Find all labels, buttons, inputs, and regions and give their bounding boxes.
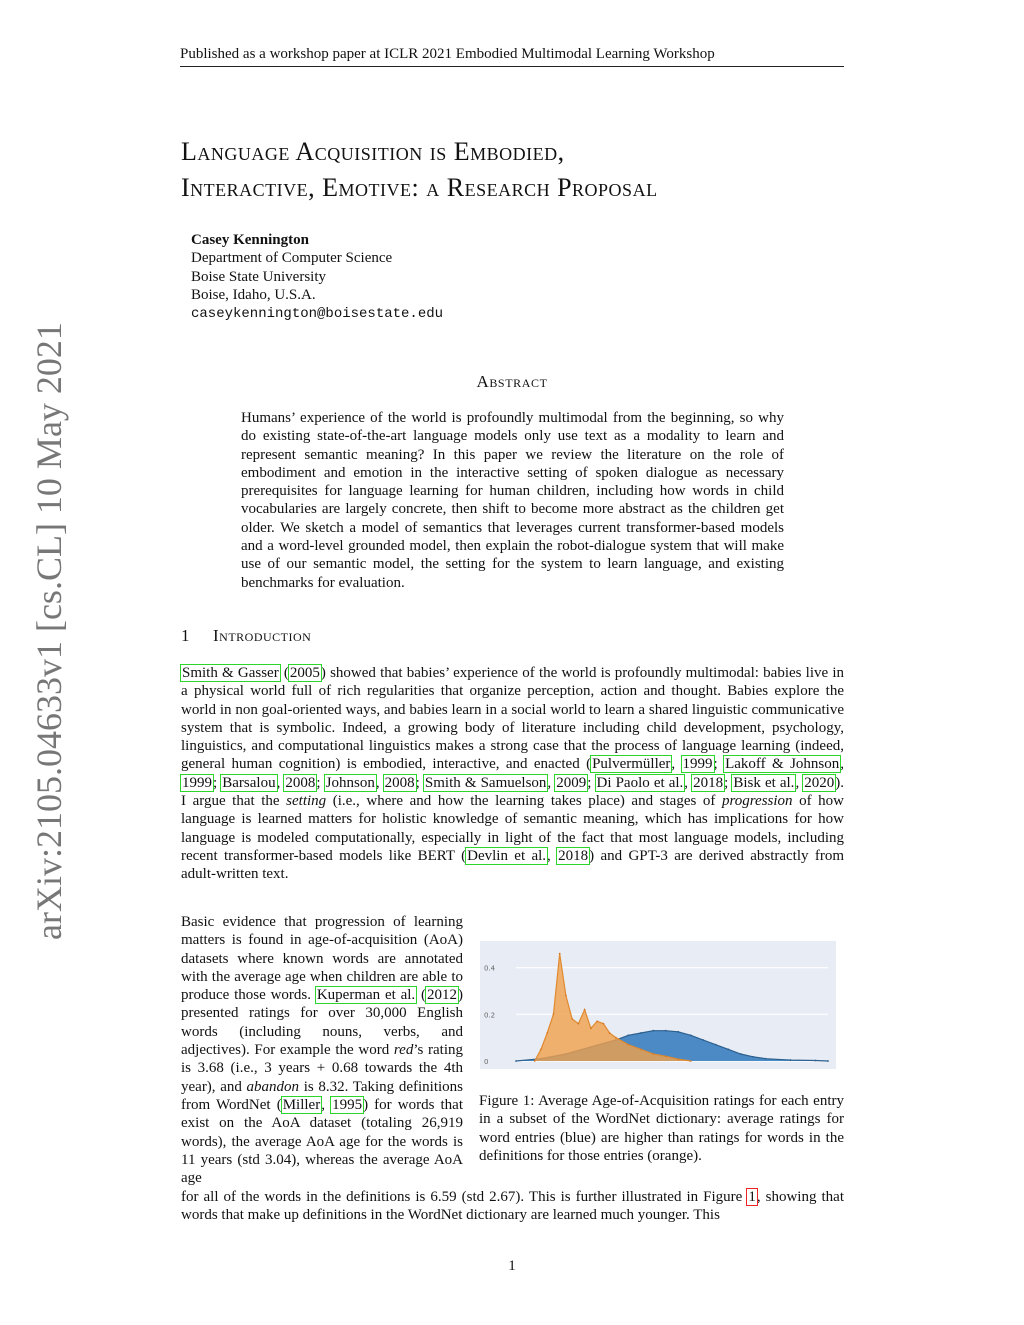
citation-link[interactable]: Smith & Gasser — [182, 665, 279, 681]
emphasis-abandon: abandon — [246, 1078, 300, 1095]
data-point — [590, 1027, 592, 1029]
author-department: Department of Computer Science — [191, 250, 393, 267]
author-university: Boise State University — [191, 268, 326, 285]
data-point — [727, 1048, 729, 1050]
page-number: 1 — [508, 1258, 516, 1274]
data-point — [702, 1039, 704, 1041]
author-block — [191, 231, 443, 323]
y-tick-label: 0.2 — [484, 1011, 496, 1020]
data-point — [565, 995, 567, 997]
paragraph-text: is 8.32. Taking definitions from WordNet ( — [181, 1078, 463, 1113]
data-point — [827, 1060, 829, 1062]
citation-year-link[interactable]: 2005 — [289, 665, 320, 681]
title-line-1: Language Acquisition is Embodied, — [181, 137, 565, 166]
data-point — [690, 1060, 692, 1062]
data-point — [627, 1034, 629, 1036]
citation-year-link[interactable]: 2018 — [693, 774, 724, 791]
figure-reference-link[interactable]: 1 — [748, 1189, 756, 1205]
citation-link[interactable]: Bisk et al. — [733, 774, 795, 791]
paragraph-text: , showing that words that make up definitions in the WordNet dictionary are learned much younger. This — [181, 1189, 844, 1224]
data-point — [752, 1056, 754, 1058]
citation-year-link[interactable]: 2009 — [556, 774, 587, 791]
title-line-2: Interactive, Emotive: a Research Proposal — [181, 173, 658, 202]
data-point — [652, 1053, 654, 1055]
running-header: Published as a workshop paper at ICLR 2021 Embodied Multimodal Learning Workshop — [180, 44, 844, 67]
paragraph-text: Basic evidence that progression of learning matters is found in age-of-acquisition (AoA) datasets where known words are annotated with the average age when children are able to produce those words. — [181, 914, 463, 1004]
data-point — [677, 1058, 679, 1060]
intro-paragraph-2: Basic evidence that progression of learning matters is found in age-of-acquisition (AoA) datasets where known words are annotated with the average age when children are able to produce those words. Kuperman et al. (2012) presented ratings for over 30,000 English words (including nouns, verbs, and adjectives). For example the word red’s rating is 3.68 (i.e., 3 years + 0.68 towards the 4th year), and abandon is 8.32. Taking definitions from WordNet (Miller, 1995) for words that exist on the AoA dataset (totaling 26,919 words), the average AoA age for the words is 11 years (std 3.04), whereas the average AoA age — [181, 914, 464, 1187]
paragraph-text: for all of the words in the definitions is 6.59 (std 2.67). This is further illustrated in Figure — [181, 1189, 748, 1205]
citation-year-link[interactable]: 2020 — [804, 774, 835, 791]
data-point — [765, 1058, 767, 1060]
data-point — [515, 1060, 517, 1062]
data-point — [640, 1048, 642, 1050]
data-point — [790, 1059, 792, 1061]
author-location: Boise, Idaho, U.S.A. — [191, 287, 316, 304]
figure-1-chart — [480, 941, 836, 1069]
paragraph-text: (i.e., where and how the learning takes place) and stages of — [326, 793, 722, 810]
intro-paragraph-2-continued — [181, 1188, 844, 1225]
abstract-text: Humans’ experience of the world is profoundly multimodal from the beginning, so why do existing state-of-the-art language models only use text as a modality to learn and represent semantic meaning? In this paper we review the literature on the role of embodiment and emotion in the interactive setting of spoken dialogue as necessary prerequisites for language learning for human children, including how words in child vocabularies are largely concrete, then shift to become more abstract as the children get older. We sketch a model of semantics that leverages current transformer-based models and a word-level grounded model, then explain the robot-dialogue system that will make use of our semantic model, the setting for the system to learn language, and existing benchmarks for evaluation. — [241, 410, 784, 591]
data-point — [640, 1032, 642, 1034]
emphasis-red: red — [393, 1042, 414, 1059]
emphasis-setting: setting — [286, 793, 327, 810]
figure-1-caption: Figure 1: Average Age-of-Acquisition ratings for each entry in a subset of the WordNet dictionary: average ratings for word entries (blue) are higher than ratings for words in the definitions for those entries (orange). — [479, 1093, 844, 1164]
citation-link[interactable]: Johnson — [325, 774, 375, 791]
paper-title — [181, 134, 841, 206]
data-point — [627, 1044, 629, 1046]
citation-year-link[interactable]: 2018 — [558, 847, 589, 864]
arxiv-side-stamp: arXiv:2105.04633v1 [cs.CL] 10 May 2021 — [29, 322, 69, 940]
data-point — [540, 1048, 542, 1050]
section-title: Introduction — [213, 626, 312, 645]
data-point — [652, 1030, 654, 1032]
y-tick-label: 0 — [484, 1058, 489, 1066]
citation-year-link[interactable]: 1999 — [182, 774, 212, 791]
citation-link[interactable]: Devlin et al. — [467, 847, 547, 864]
data-point — [559, 953, 561, 955]
citation-link[interactable]: Pulvermüller — [592, 756, 671, 773]
data-point — [740, 1053, 742, 1055]
citation-year-link[interactable]: 2008 — [285, 774, 316, 791]
data-point — [609, 1032, 611, 1034]
section-heading-introduction — [181, 626, 311, 646]
data-point — [546, 1032, 548, 1034]
paragraph-text: ). I argue that the — [181, 774, 845, 810]
aoa-density-chart — [480, 941, 836, 1069]
citation-link[interactable]: Kuperman et al. — [316, 987, 416, 1004]
citation-link[interactable]: Barsalou — [222, 774, 276, 791]
citation-year-link[interactable]: 2008 — [384, 774, 415, 791]
citation-link[interactable]: Di Paolo et al. — [596, 774, 684, 791]
author-email[interactable]: caseykennington@boisestate.edu — [191, 305, 444, 322]
data-point — [690, 1034, 692, 1036]
citation-year-link[interactable]: 1999 — [682, 756, 713, 773]
data-point — [665, 1030, 667, 1032]
paragraph-text: ) and GPT-3 are derived abstractly from adult-written text. — [181, 847, 845, 883]
y-tick-label: 0.4 — [484, 964, 496, 973]
data-point — [677, 1031, 679, 1033]
paragraph-text: ) for words that exist on the AoA dataset (totaling 26,919 words), the average AoA age for the words is 11 years (std 3.04), whereas the average AoA age — [181, 1096, 464, 1187]
citation-year-link[interactable]: 1995 — [332, 1096, 363, 1113]
data-point — [602, 1023, 604, 1025]
data-point — [596, 1020, 598, 1022]
data-point — [615, 1037, 617, 1039]
paragraph-text: ’s rating is 3.68 (i.e., 3 years + 0.68 towards the 4th year), and — [181, 1042, 463, 1095]
data-point — [578, 1023, 580, 1025]
citation-link[interactable]: Smith & Samuelson — [424, 774, 547, 791]
data-point — [665, 1055, 667, 1057]
data-point — [715, 1044, 717, 1046]
paragraph-text: of how language is learned matters for holistic knowledge of semantic meaning, which has implications for how language is modeled computationally, especially in light of the fact that most language models, including recent transformer-based models like BERT ( — [181, 793, 845, 864]
data-point — [584, 1009, 586, 1011]
citation-year-link[interactable]: 2012 — [427, 987, 457, 1004]
paragraph-text: showed that babies’ experience of the world is profoundly multimodal: babies live in a physical world full of rich regularities that organize perception, action and thought. Babies explore the world in non goal-oriented ways, and babies learn in a social world to learn a shared linguistic communicative system that is symbolic. Indeed, a growing body of literature including child development, psychology, linguistics, and computational linguistics makes a strong case that the process of language learning (indeed, general human cognition) is embodied, interactive, and enacted ( — [181, 665, 845, 773]
author-name: Casey Kennington — [191, 232, 309, 248]
intro-paragraph-1: Smith & Gasser (2005) showed that babies’ experience of the world is profoundly multimodal: babies live in a physical world full of rich regularities that organize perception, action and thought. Babies explore the world in non goal-oriented ways, and babies learn in a social world to learn a shared linguistic communicative system that is symbolic. Indeed, a growing body of literature including child development, psychology, linguistics, and computational linguistics makes a strong case that the process of language learning (indeed, general human cognition) is embodied, interactive, and enacted (Pulvermüller, 1999; Lakoff & Johnson, 1999; Barsalou, 2008; Johnson, 2008; Smith & Samuelson, 2009; Di Paolo et al., 2018; Bisk et al., 2020). I argue that the setting (i.e., where and how the learning takes place) and stages of progression of how language is learned matters for holistic knowledge of semantic meaning, which has implications for how language is modeled computationally, especially in light of the fact that most language models, including recent transformer-based models like BERT (Devlin et al., 2018) and GPT-3 are derived abstractly from adult-written text. — [181, 665, 845, 883]
data-point — [534, 1060, 536, 1062]
paragraph-text: presented ratings for over 30,000 English words (including nouns, verbs, and adjectives). For example the word — [181, 1005, 463, 1059]
data-point — [815, 1060, 817, 1062]
data-point — [553, 1013, 555, 1015]
abstract-heading: Abstract — [476, 372, 548, 391]
citation-link[interactable]: Miller — [282, 1096, 321, 1113]
section-number: 1 — [181, 626, 190, 645]
citation-link[interactable]: Lakoff & Johnson — [725, 756, 840, 773]
data-point — [571, 1018, 573, 1020]
emphasis-progression: progression — [721, 793, 793, 810]
